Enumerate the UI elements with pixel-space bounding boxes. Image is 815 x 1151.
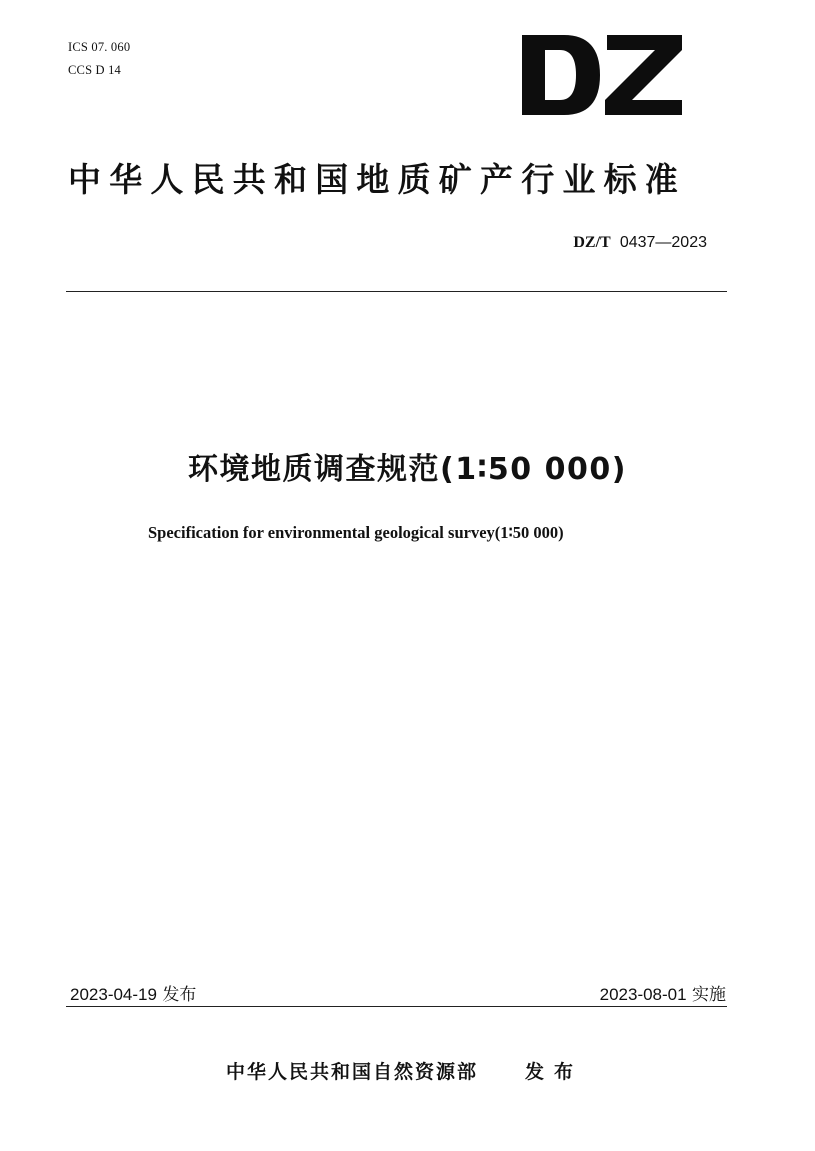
implementation-label: 实施 — [692, 985, 726, 1005]
top-divider — [66, 291, 727, 292]
classification-codes — [68, 36, 130, 82]
issue-date-value: 2023-04-19 — [70, 985, 157, 1004]
dz-logo — [522, 35, 682, 115]
standard-number-prefix: DZ/T — [573, 234, 611, 251]
implementation-date-value: 2023-08-01 — [599, 985, 687, 1004]
ics-code: ICS 07. 060 — [68, 40, 131, 54]
implementation-date — [600, 983, 726, 1007]
standard-number-value: 0437—2023 — [619, 234, 707, 251]
issue-label: 发布 — [162, 985, 197, 1005]
publish-label: 发布 — [525, 1061, 584, 1083]
document-title-en: Specification for environmental geological survey(1∶50 000) — [148, 523, 564, 542]
issue-date — [70, 983, 196, 1007]
industry-standard-title: 中华人民共和国地质矿产行业标准 — [68, 160, 686, 199]
ccs-code: CCS D 14 — [68, 63, 122, 77]
standard-number — [573, 232, 707, 252]
document-title-cn: 环境地质调查规范(1∶50 000) — [188, 452, 627, 487]
publisher-name: 中华人民共和国自然资源部 — [226, 1061, 479, 1083]
bottom-divider — [66, 1006, 727, 1007]
